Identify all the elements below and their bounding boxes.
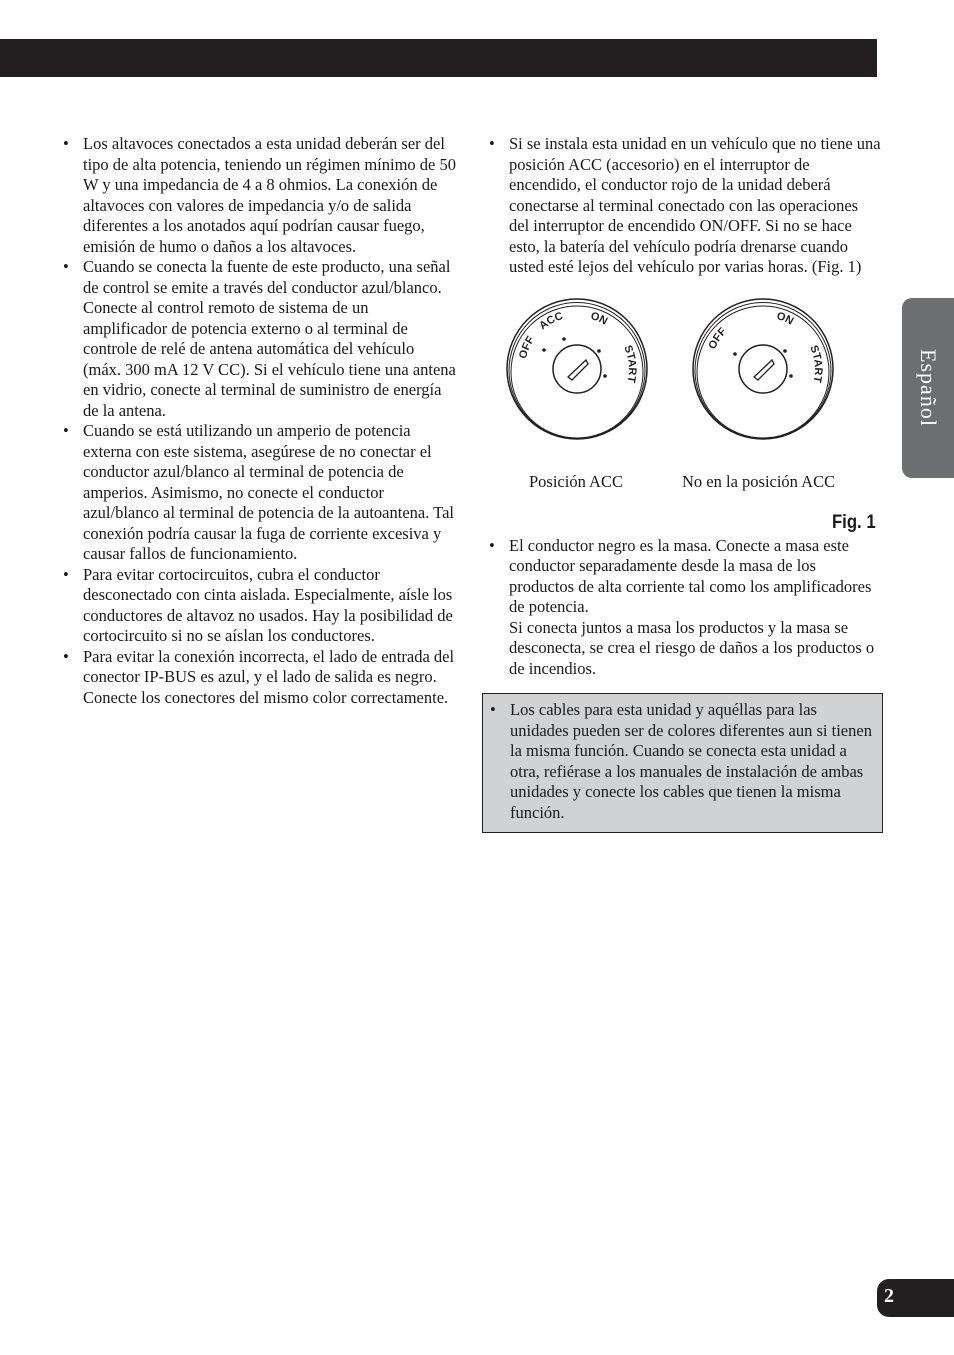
bullet-acc-position: • Si se instala esta unidad en un vehículo que no tiene una posición ACC (accesorio) en el interruptor de encendido, el conductor rojo de la unidad deberá conectarse al terminal conectado con las operaciones del interruptor de encendido ON/OFF. Si no se hace esto, la batería del vehículo podría drenarse cuando usted esté lejos del vehículo por varias horas. (Fig. 1) xyxy=(486,134,882,278)
bullet-ground xyxy=(486,536,882,680)
bullet-short-circuit: • Para evitar cortocircuitos, cubra el conductor desconectado con cinta aislada. Especialmente, aísle los conductores de altavoz no usados. Hay la posibilidad de cortocircuito si no se aíslan los conductores. xyxy=(60,565,456,647)
header-bar xyxy=(0,39,877,77)
bullet-external-amp: • Cuando se está utilizando un amperio de potencia externa con este sistema, asegúrese de no conectar el conductor azul/blanco al terminal de potencia de amperios. Asimismo, no conecte el conductor azul/blanco al terminal de potencia de la autoantena. Tal conexión podría causar la fuga de corriente excesiva y causar fallos de funcionamiento. xyxy=(60,421,456,565)
left-bullet-list xyxy=(60,134,456,708)
language-label: Español xyxy=(916,349,941,427)
bullet-control-signal: • Cuando se conecta la fuente de este producto, una señal de control se emite a través del conductor azul/blanco. Conecte al control remoto de sistema de un amplificador de potencia externo o al terminal de controle de relé de antena automática del vehículo (máx. 300 mA 12 V CC). Si el vehículo tiene una antena en vidrio, conecte al terminal de suministro de energía de la antena. xyxy=(60,257,456,421)
ground-paragraph-2: Si conecta juntos a masa los productos y la masa se desconecta, se crea el riesgo de daños a los productos o de incendios. xyxy=(509,617,875,678)
caption-no-acc: No en la posición ACC xyxy=(682,471,836,491)
bullet-cable-colors: • Los cables para esta unidad y aquéllas para las unidades pueden ser de colores diferentes aun si tienen la misma función. Cuando se conecta esta unidad a otra, refiérase a los manuales de instalación de ambas unidades y conecte los cables que tienen la misma función. xyxy=(487,700,876,823)
figure-1 xyxy=(486,284,882,536)
ground-paragraph-1: • El conductor negro es la masa. Conecte a masa este conductor separadamente desde la masa de los productos de alta corriente tal como los amplificadores de potencia. xyxy=(509,535,872,616)
ignition-switch-no-acc-icon xyxy=(688,294,838,444)
ignition-switch-acc-icon xyxy=(502,294,652,444)
bullet-speakers: • Los altavoces conectados a esta unidad deberán ser del tipo de alta potencia, teniendo un régimen mínimo de 50 W y una impedancia de 4 a 8 ohmios. La conexión de altavoces con valores de impedancia y/o de salida diferentes a los anotados aquí podrían causar fuego, emisión de humo o daños a los altavoces. xyxy=(60,134,456,257)
caption-acc: Posición ACC xyxy=(529,471,623,491)
dial-noacc-off-label: OFF xyxy=(706,325,729,351)
dial-noacc-on-label: ON xyxy=(774,309,796,328)
page-number: 2 xyxy=(884,1285,894,1307)
dial-acc-off-label: OFF xyxy=(517,333,537,360)
right-column xyxy=(486,134,882,833)
bullet-ip-bus: • Para evitar la conexión incorrecta, el lado de entrada del conector IP-BUS es azul, y el lado de salida es negro. Conecte los conectores del mismo color correctamente. xyxy=(60,647,456,709)
dial-acc-acc-label: ACC xyxy=(537,309,565,332)
note-box xyxy=(482,693,883,833)
dial-noacc-start-label: START xyxy=(807,343,825,384)
ground-bullet-list xyxy=(486,536,882,680)
language-tab xyxy=(902,298,954,478)
page-number-tab xyxy=(877,1279,954,1317)
note-bullet-list xyxy=(487,700,876,823)
left-column xyxy=(60,134,456,708)
dial-acc-on-label: ON xyxy=(588,309,610,328)
dial-acc-start-label: START xyxy=(621,343,639,384)
acc-bullet-list xyxy=(486,134,882,278)
figure-label: Fig. 1 xyxy=(832,511,876,533)
